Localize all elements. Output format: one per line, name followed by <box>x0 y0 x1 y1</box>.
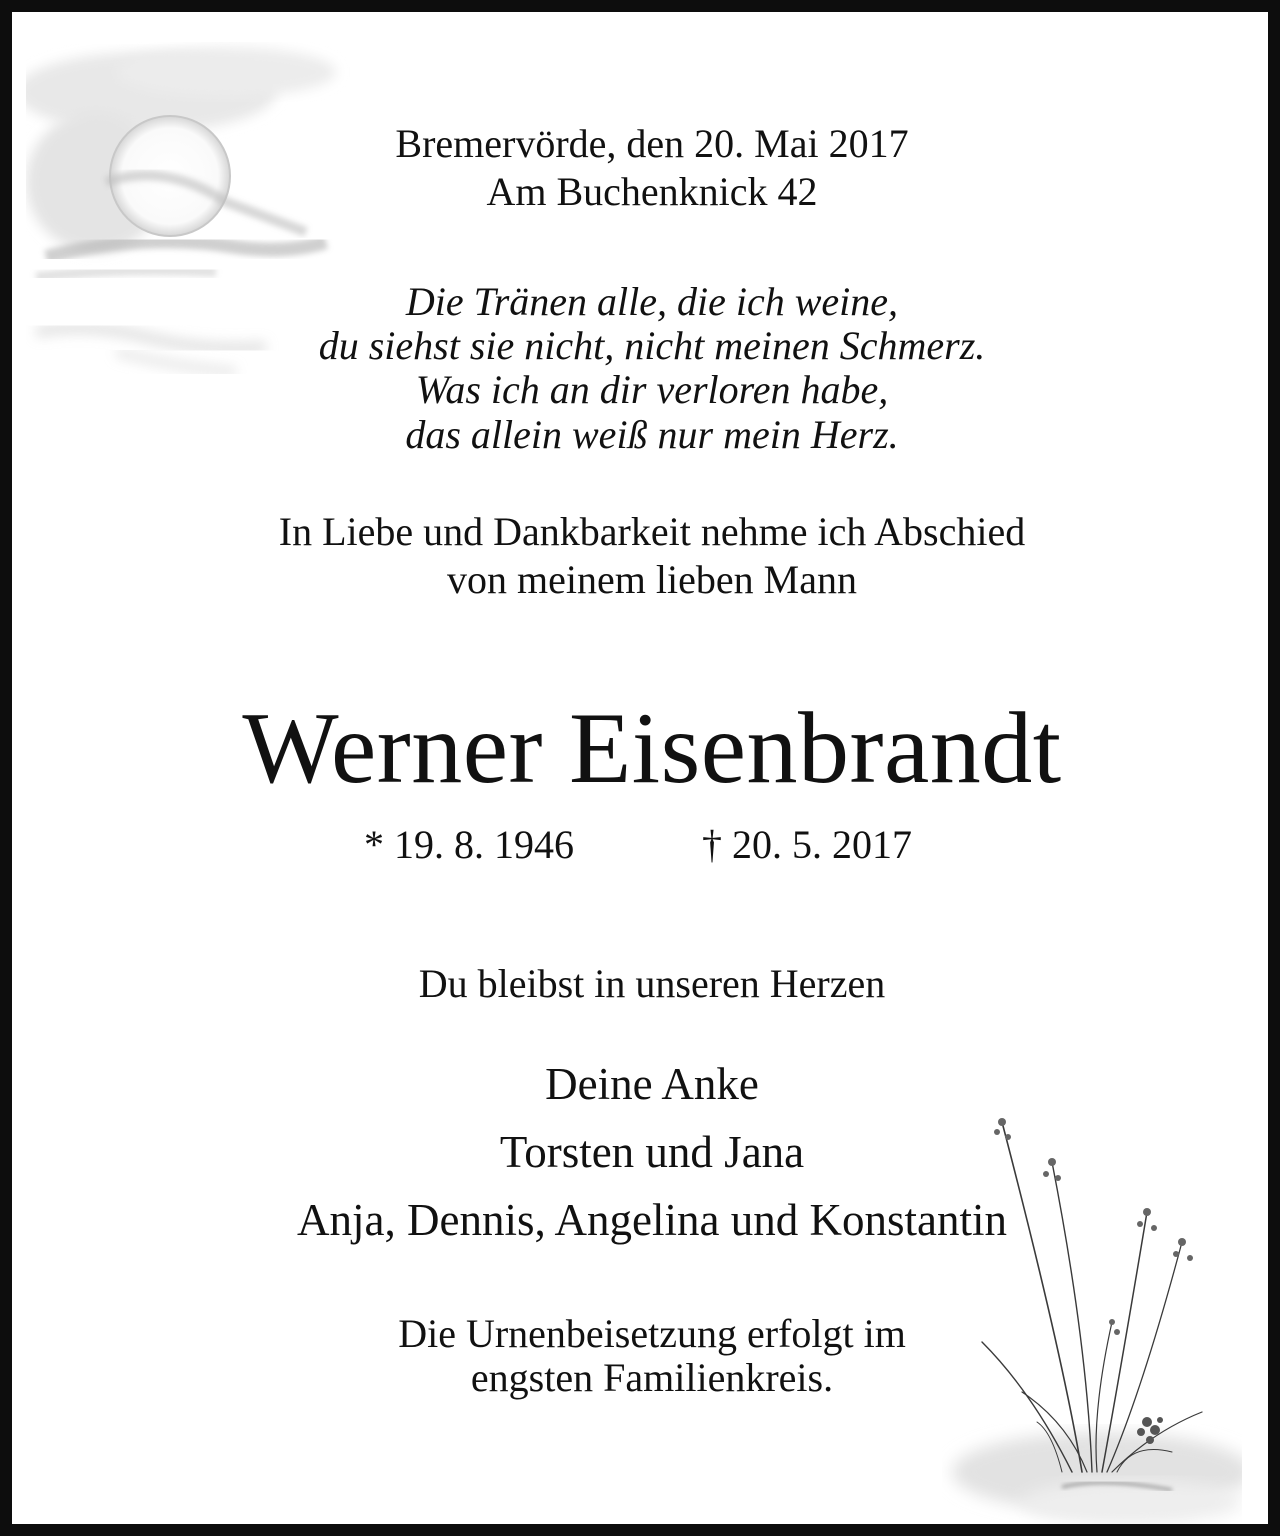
farewell-line: Du bleibst in unseren Herzen <box>418 961 886 1006</box>
birth-date: * 19. 8. 1946 <box>364 822 574 867</box>
poem-line: Was ich an dir verloren habe, <box>415 367 889 412</box>
notice-line: engsten Familienkreis. <box>470 1355 834 1400</box>
intro-line: von meinem lieben Mann <box>447 557 857 602</box>
mourner-line: Deine Anke <box>545 1059 759 1109</box>
address: Am Buchenknick 42 <box>486 169 818 214</box>
poem-line: Die Tränen alle, die ich weine, <box>405 279 899 324</box>
intro-line: In Liebe und Dankbarkeit nehme ich Abschied <box>278 509 1026 554</box>
place-date: Bremervörde, den 20. Mai 2017 <box>395 121 909 166</box>
death-date: † 20. 5. 2017 <box>702 822 912 867</box>
deceased-name: Werner Eisenbrandt <box>242 692 1062 805</box>
mourner-line: Torsten und Jana <box>499 1127 805 1177</box>
mourner-line: Anja, Dennis, Angelina und Konstantin <box>297 1195 1007 1245</box>
notice-line: Die Urnenbeisetzung erfolgt im <box>398 1311 906 1356</box>
poem-line: du siehst sie nicht, nicht meinen Schmerz. <box>318 323 986 368</box>
poem-line: das allein weiß nur mein Herz. <box>405 412 899 457</box>
